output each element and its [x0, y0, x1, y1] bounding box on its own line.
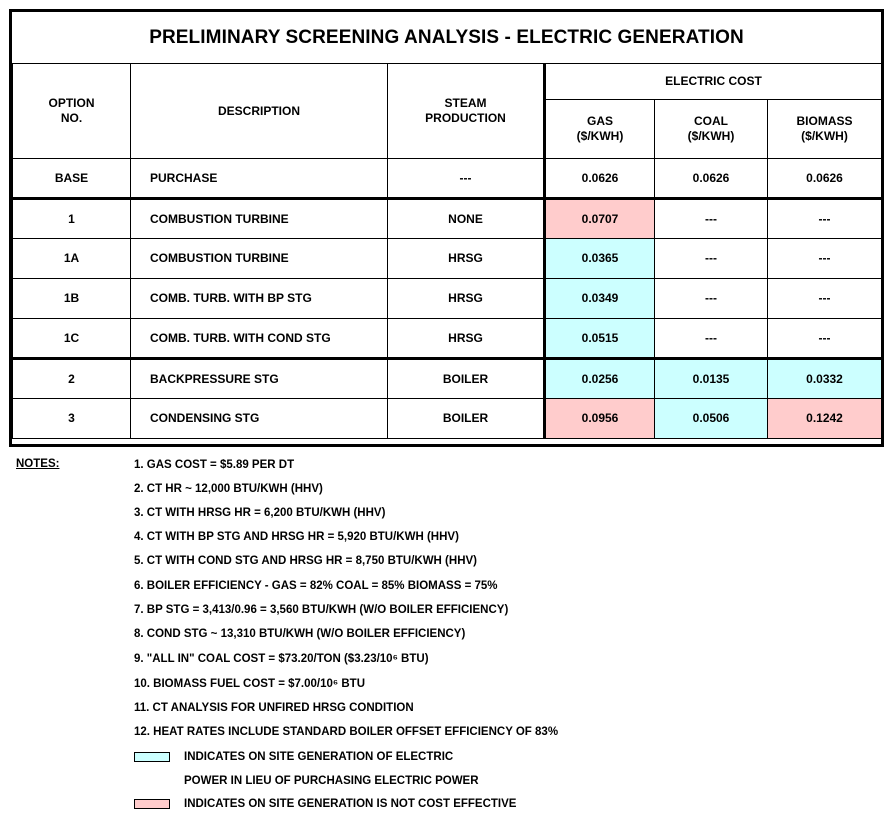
table-row — [13, 239, 882, 279]
table-row — [13, 399, 882, 439]
note-item: 3. CT WITH HRSG HR = 6,200 BTU/KWH (HHV) — [134, 507, 386, 519]
note-item: 1. GAS COST = $5.89 PER DT — [134, 459, 295, 471]
header-description: DESCRIPTION — [131, 64, 388, 159]
legend-cyan-line1: INDICATES ON SITE GENERATION OF ELECTRIC — [184, 751, 454, 763]
header-option-no: OPTION NO. — [13, 64, 131, 159]
table-row — [13, 199, 882, 239]
steam-cell: HRSG — [388, 319, 545, 359]
biomass-cost-cell: 0.0626 — [768, 159, 882, 199]
legend-pink-line: INDICATES ON SITE GENERATION IS NOT COST EFFECTIVE — [184, 798, 517, 810]
option-cell: 1 — [13, 199, 131, 239]
gas-cost-cell: 0.0626 — [545, 159, 655, 199]
note-item: 8. COND STG ~ 13,310 BTU/KWH (W/O BOILER EFFICIENCY) — [134, 628, 466, 640]
option-cell: 1B — [13, 279, 131, 319]
header-electric-cost: ELECTRIC COST — [545, 64, 882, 100]
description-cell: COMBUSTION TURBINE — [131, 239, 388, 279]
page-title: PRELIMINARY SCREENING ANALYSIS - ELECTRIC GENERATION — [149, 26, 744, 48]
note-item: 2. CT HR ~ 12,000 BTU/KWH (HHV) — [134, 483, 323, 495]
table-row — [13, 359, 882, 399]
coal-cost-cell: --- — [655, 319, 768, 359]
screening-table — [12, 63, 882, 439]
steam-cell: HRSG — [388, 239, 545, 279]
steam-cell: BOILER — [388, 359, 545, 399]
biomass-cost-cell: 0.0332 — [768, 359, 882, 399]
table-row — [13, 159, 882, 199]
description-cell: COMB. TURB. WITH COND STG — [131, 319, 388, 359]
gas-cost-cell: 0.0365 — [545, 239, 655, 279]
note-item: 9. "ALL IN" COAL COST = $73.20/TON ($3.23/10⁶ BTU) — [134, 653, 429, 665]
coal-cost-cell: --- — [655, 199, 768, 239]
notes-label: NOTES: — [16, 458, 60, 470]
steam-cell: --- — [388, 159, 545, 199]
header-coal: COAL ($/KWH) — [655, 100, 768, 159]
note-item: 10. BIOMASS FUEL COST = $7.00/10⁶ BTU — [134, 678, 365, 690]
biomass-cost-cell: 0.1242 — [768, 399, 882, 439]
description-cell: BACKPRESSURE STG — [131, 359, 388, 399]
gas-cost-cell: 0.0349 — [545, 279, 655, 319]
table-row — [13, 319, 882, 359]
option-cell: BASE — [13, 159, 131, 199]
gas-cost-cell: 0.0956 — [545, 399, 655, 439]
option-cell: 1A — [13, 239, 131, 279]
description-cell: COMBUSTION TURBINE — [131, 199, 388, 239]
note-item: 4. CT WITH BP STG AND HRSG HR = 5,920 BTU/KWH (HHV) — [134, 531, 459, 543]
steam-cell: BOILER — [388, 399, 545, 439]
legend-cyan-line2: POWER IN LIEU OF PURCHASING ELECTRIC POWER — [184, 775, 479, 787]
biomass-cost-cell: --- — [768, 199, 882, 239]
coal-cost-cell: 0.0135 — [655, 359, 768, 399]
legend-cyan-swatch — [134, 752, 170, 762]
header-gas: GAS ($/KWH) — [545, 100, 655, 159]
table-row — [13, 279, 882, 319]
description-cell: PURCHASE — [131, 159, 388, 199]
gas-cost-cell: 0.0256 — [545, 359, 655, 399]
note-item: 5. CT WITH COND STG AND HRSG HR = 8,750 BTU/KWH (HHV) — [134, 555, 477, 567]
option-cell: 2 — [13, 359, 131, 399]
note-item: 7. BP STG = 3,413/0.96 = 3,560 BTU/KWH (W/O BOILER EFFICIENCY) — [134, 604, 509, 616]
legend-pink-swatch — [134, 799, 170, 809]
gas-cost-cell: 0.0707 — [545, 199, 655, 239]
steam-cell: HRSG — [388, 279, 545, 319]
coal-cost-cell: --- — [655, 279, 768, 319]
biomass-cost-cell: --- — [768, 319, 882, 359]
coal-cost-cell: --- — [655, 239, 768, 279]
biomass-cost-cell: --- — [768, 239, 882, 279]
steam-cell: NONE — [388, 199, 545, 239]
option-cell: 1C — [13, 319, 131, 359]
coal-cost-cell: 0.0506 — [655, 399, 768, 439]
gas-cost-cell: 0.0515 — [545, 319, 655, 359]
biomass-cost-cell: --- — [768, 279, 882, 319]
header-steam-production: STEAM PRODUCTION — [388, 64, 545, 159]
option-cell: 3 — [13, 399, 131, 439]
note-item: 11. CT ANALYSIS FOR UNFIRED HRSG CONDITION — [134, 702, 414, 714]
description-cell: CONDENSING STG — [131, 399, 388, 439]
description-cell: COMB. TURB. WITH BP STG — [131, 279, 388, 319]
note-item: 12. HEAT RATES INCLUDE STANDARD BOILER OFFSET EFFICIENCY OF 83% — [134, 726, 559, 738]
header-biomass: BIOMASS ($/KWH) — [768, 100, 882, 159]
coal-cost-cell: 0.0626 — [655, 159, 768, 199]
note-item: 6. BOILER EFFICIENCY - GAS = 82% COAL = 85% BIOMASS = 75% — [134, 580, 498, 592]
